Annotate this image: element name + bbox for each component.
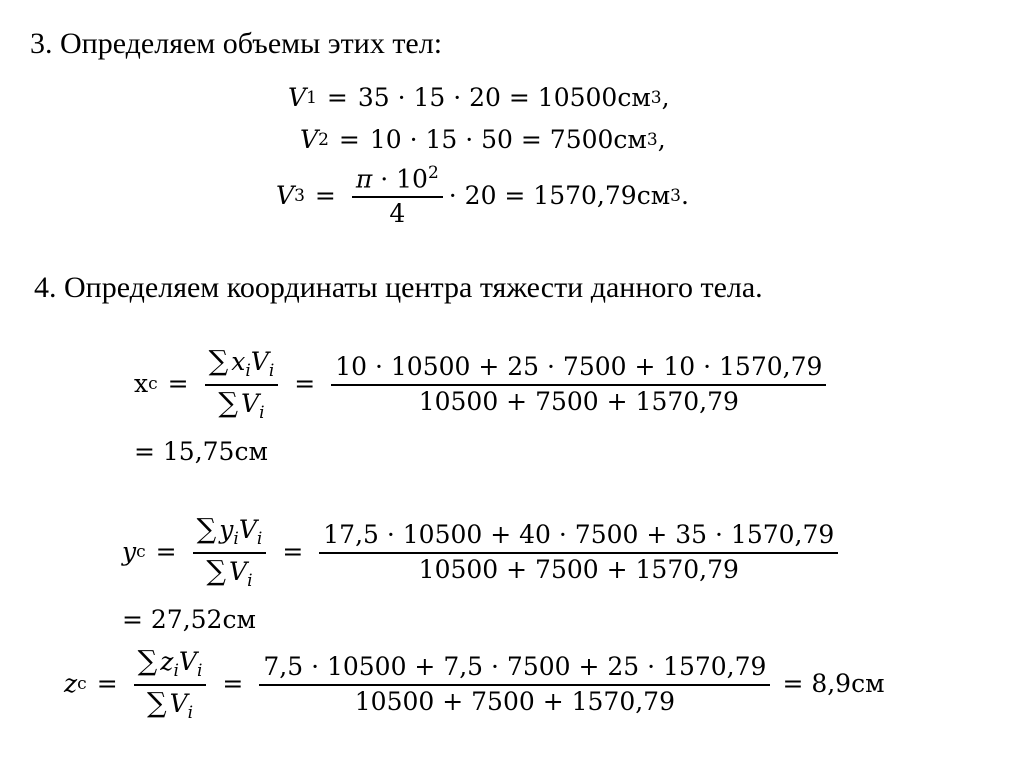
yc-numerator-variable: y bbox=[219, 515, 234, 544]
yc-sum-numerator bbox=[193, 514, 267, 554]
yc-numeric-denominator: 10500 + 7500 + 1570,79 bbox=[418, 554, 739, 584]
v3-label: V bbox=[276, 181, 295, 211]
v3-numerator-rest: · 10 bbox=[372, 164, 428, 194]
zc-numeric-denominator: 10500 + 7500 + 1570,79 bbox=[354, 686, 675, 716]
section-3-heading: 3. Определяем объемы этих тел: bbox=[30, 27, 443, 60]
v3-fraction bbox=[352, 164, 443, 229]
sum-symbol: ∑ bbox=[208, 345, 229, 377]
yc-denominator-volume-index: i bbox=[247, 570, 253, 591]
yc-sum-denominator bbox=[202, 554, 256, 592]
equals-sign: = bbox=[167, 369, 189, 399]
xc-label: x bbox=[134, 369, 149, 399]
xc-result: = 15,75см bbox=[134, 437, 268, 466]
v2-superscript: 3 bbox=[646, 129, 658, 150]
sum-symbol: ∑ bbox=[218, 386, 238, 419]
zc-numeric-fraction bbox=[259, 653, 770, 717]
v2-subscript: 2 bbox=[318, 129, 329, 150]
yc-denominator-volume: V bbox=[229, 556, 248, 586]
sum-symbol: ∑ bbox=[146, 686, 167, 719]
equation-v1 bbox=[288, 84, 670, 113]
xc-sum-fraction bbox=[205, 346, 279, 423]
v1-label: V bbox=[288, 83, 307, 112]
equals-sign: = bbox=[314, 181, 336, 211]
sum-symbol: ∑ bbox=[196, 513, 217, 545]
v3-tail: . bbox=[680, 181, 689, 211]
v3-subscript: 3 bbox=[294, 185, 305, 206]
xc-denominator-volume-index: i bbox=[259, 402, 265, 423]
yc-label: y bbox=[122, 537, 137, 567]
v2-tail: , bbox=[657, 125, 666, 154]
xc-numeric-denominator: 10500 + 7500 + 1570,79 bbox=[418, 386, 739, 416]
zc-result: = 8,9см bbox=[782, 669, 885, 699]
xc-numeric-numerator: 10 · 10500 + 25 · 7500 + 10 · 1570,79 bbox=[331, 353, 826, 386]
zc-numerator-variable-index: i bbox=[173, 661, 179, 681]
yc-numeric-fraction bbox=[319, 521, 838, 585]
v3-fraction-numerator bbox=[352, 164, 443, 198]
zc-numeric-numerator: 7,5 · 10500 + 7,5 · 7500 + 25 · 1570,79 bbox=[259, 653, 770, 686]
equation-zc bbox=[64, 646, 885, 723]
equals-sign: = bbox=[294, 369, 316, 399]
equals-sign: = bbox=[326, 83, 348, 112]
equation-xc bbox=[134, 346, 832, 423]
yc-numerator-volume: V bbox=[238, 515, 257, 544]
zc-numerator-volume: V bbox=[178, 647, 197, 676]
zc-label: z bbox=[64, 669, 78, 699]
xc-numerator-volume: V bbox=[250, 347, 269, 376]
yc-subscript: c bbox=[136, 541, 146, 562]
zc-numerator-volume-index: i bbox=[196, 661, 203, 681]
zc-subscript: c bbox=[77, 673, 87, 694]
v1-tail: , bbox=[661, 83, 670, 112]
equation-v3 bbox=[276, 164, 689, 229]
v3-superscript: 3 bbox=[670, 185, 681, 206]
zc-sum-denominator bbox=[143, 686, 197, 724]
v1-expression: 35 · 15 · 20 = 10500см bbox=[357, 83, 651, 112]
equation-yc bbox=[122, 514, 844, 591]
sum-symbol: ∑ bbox=[137, 645, 158, 677]
equation-v2 bbox=[300, 126, 666, 155]
zc-sum-numerator bbox=[134, 646, 207, 686]
equals-sign: = bbox=[338, 125, 360, 154]
zc-denominator-volume-index: i bbox=[187, 702, 194, 723]
xc-sum-denominator bbox=[214, 386, 268, 424]
xc-numerator-volume-index: i bbox=[268, 361, 275, 381]
xc-denominator-volume: V bbox=[241, 388, 260, 418]
yc-numerator-volume-index: i bbox=[256, 529, 263, 549]
equals-sign: = bbox=[282, 537, 304, 567]
pi-symbol: π bbox=[355, 164, 373, 194]
zc-denominator-volume: V bbox=[169, 688, 188, 718]
zc-numerator-variable: z bbox=[160, 647, 174, 676]
section-4-heading: 4. Определяем координаты центра тяжести данного тела. bbox=[34, 271, 763, 304]
yc-sum-fraction bbox=[193, 514, 267, 591]
v3-numerator-exponent: 2 bbox=[427, 163, 439, 183]
xc-sum-numerator bbox=[205, 346, 279, 386]
xc-subscript: c bbox=[148, 373, 158, 394]
v2-label: V bbox=[300, 125, 319, 154]
xc-numerator-variable: x bbox=[231, 347, 246, 376]
yc-result: = 27,52см bbox=[122, 605, 256, 634]
equals-sign: = bbox=[155, 537, 177, 567]
v1-subscript: 1 bbox=[306, 87, 317, 108]
xc-numeric-fraction bbox=[331, 353, 826, 417]
v1-superscript: 3 bbox=[650, 87, 662, 108]
yc-numeric-numerator: 17,5 · 10500 + 40 · 7500 + 35 · 1570,79 bbox=[319, 521, 838, 554]
v3-fraction-denominator: 4 bbox=[389, 199, 406, 229]
zc-sum-fraction bbox=[134, 646, 207, 723]
yc-numerator-variable-index: i bbox=[233, 529, 239, 549]
xc-numerator-variable-index: i bbox=[245, 361, 251, 381]
sum-symbol: ∑ bbox=[206, 554, 227, 587]
v2-expression: 10 · 15 · 50 = 7500см bbox=[369, 125, 647, 154]
equals-sign: = bbox=[96, 669, 118, 699]
v3-expression: · 20 = 1570,79см bbox=[448, 181, 671, 211]
equals-sign: = bbox=[222, 669, 244, 699]
